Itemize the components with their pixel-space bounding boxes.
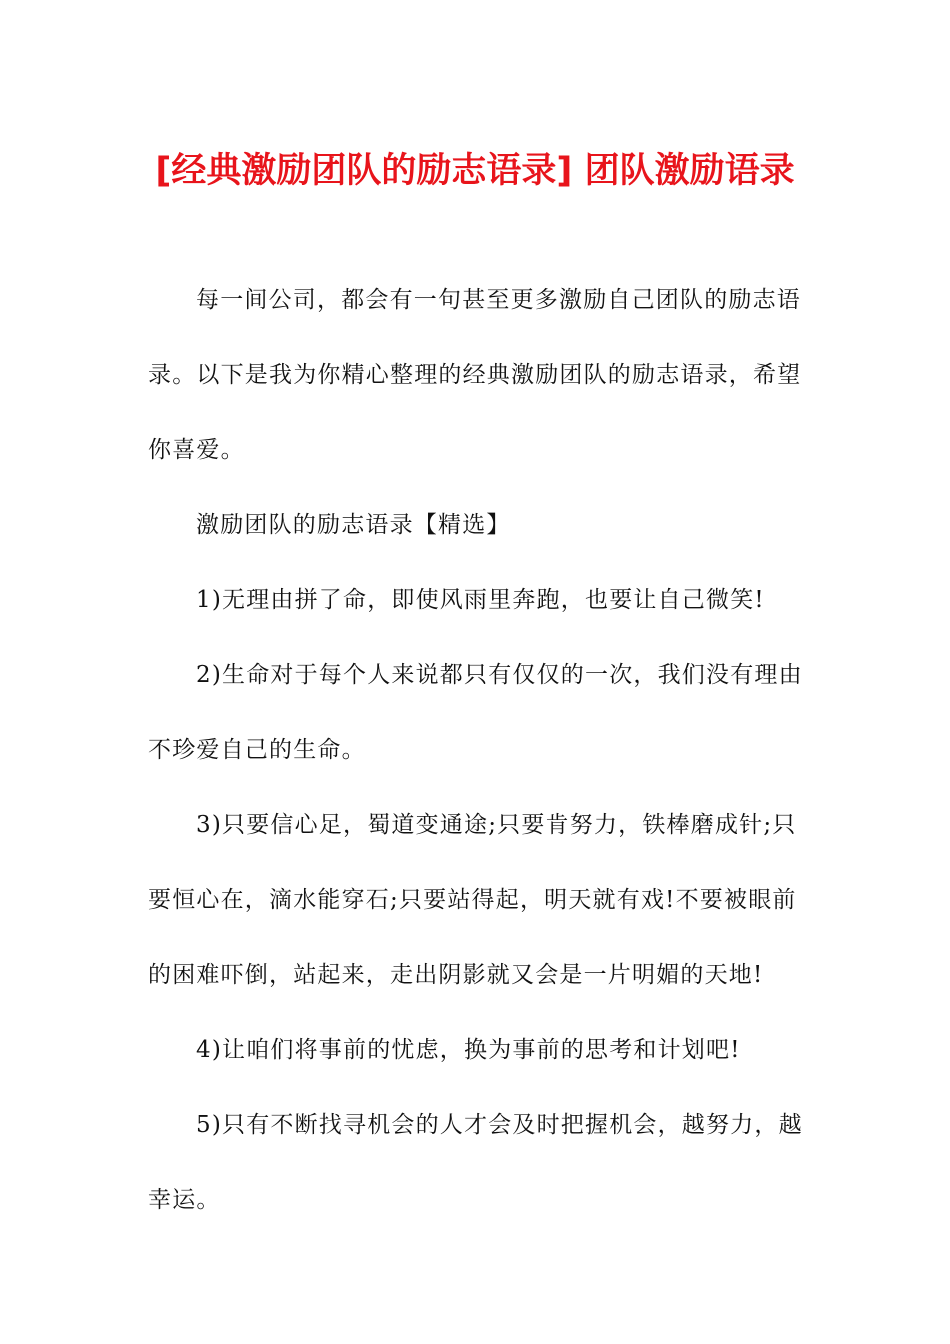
list-item-line: 5)只有不断找寻机会的人才会及时把握机会，越努力，越 bbox=[196, 1112, 803, 1138]
list-item-line: 不珍爱自己的生命。 bbox=[148, 737, 366, 763]
list-item-line: 4)让咱们将事前的忧虑，换为事前的思考和计划吧! bbox=[196, 1037, 741, 1063]
paragraph-line: 每一间公司，都会有一句甚至更多激励自己团队的励志语 bbox=[196, 287, 801, 313]
list-item-line: 要恒心在，滴水能穿石;只要站得起，明天就有戏!不要被眼前 bbox=[148, 887, 797, 913]
list-item-line: 3)只要信心足，蜀道变通途;只要肯努力，铁棒磨成针;只 bbox=[196, 812, 797, 838]
document-body bbox=[148, 0, 803, 1344]
list-item-line: 幸运。 bbox=[148, 1187, 221, 1213]
section-heading: 激励团队的励志语录【精选】 bbox=[196, 512, 511, 538]
list-item-line: 的困难吓倒，站起来，走出阴影就又会是一片明媚的天地! bbox=[148, 962, 764, 988]
list-item-line: 2)生命对于每个人来说都只有仅仅的一次，我们没有理由 bbox=[196, 662, 803, 688]
paragraph-line: 你喜爱。 bbox=[148, 437, 245, 463]
paragraph-line: 录。以下是我为你精心整理的经典激励团队的励志语录，希望 bbox=[148, 362, 802, 388]
document-title: [经典激励团队的励志语录] 团队激励语录 bbox=[155, 151, 795, 191]
list-item-line: 1)无理由拼了命，即使风雨里奔跑，也要让自己微笑! bbox=[196, 587, 765, 613]
